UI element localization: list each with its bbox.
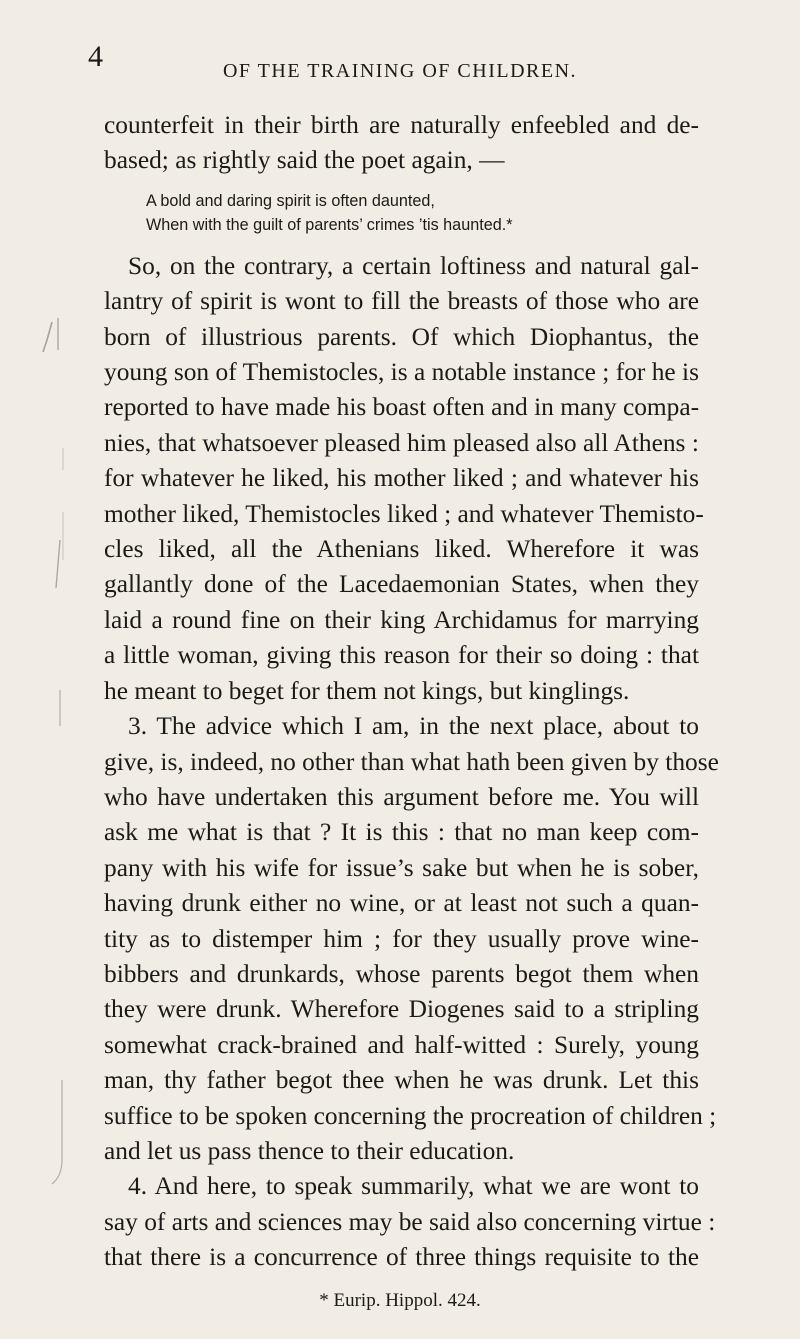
text-line: reported to have made his boast often and in many compa- <box>104 393 700 422</box>
text-line: counterfeit in their birth are naturally enfeebled and de- <box>104 111 699 139</box>
text-line: tity as to distemper him ; for they usually prove wine- <box>104 924 699 953</box>
text-line: a little woman, giving this reason for their so doing : that <box>104 641 699 670</box>
text-line: based; as rightly said the poet again, — <box>104 146 505 175</box>
text-line: say of arts and sciences may be said also concerning virtue : <box>104 1207 716 1236</box>
text-line: So, on the contrary, a certain loftiness and natural gal- <box>128 251 699 280</box>
page-number: 4 <box>88 40 103 73</box>
text-line: cles liked, all the Athenians liked. Wherefore it was <box>104 535 699 564</box>
text-line: suffice to be spoken concerning the procreation of children ; <box>104 1101 717 1130</box>
verse-line: A bold and daring spirit is often daunted, <box>146 191 435 210</box>
verse-line: When with the guilt of parents’ crimes ’tis haunted.* <box>146 215 513 234</box>
text-line: they were drunk. Wherefore Diogenes said to a stripling <box>104 995 699 1024</box>
text-line: mother liked, Themistocles liked ; and whatever Themisto- <box>104 499 704 528</box>
text-line: born of illustrious parents. Of which Diophantus, the <box>104 322 699 351</box>
verse-quotation <box>104 189 699 237</box>
text-line: give, is, indeed, no other than what hath been given by those <box>104 747 719 776</box>
paragraph-4 <box>104 1169 716 1275</box>
text-line: and let us pass thence to their education. <box>104 1136 515 1165</box>
paragraph-3 <box>104 709 719 1169</box>
text-line: he meant to beget for them not kings, but kinglings. <box>104 676 630 705</box>
text-line: that there is a concurrence of three things requisite to the <box>104 1243 699 1272</box>
opening-paragraph <box>104 108 699 179</box>
paragraph-2 <box>104 249 704 709</box>
text-line: laid a round fine on their king Archidamus for marrying <box>104 605 699 634</box>
text-line: ask me what is that ? It is this : that no man keep com- <box>104 818 699 847</box>
text-line: young son of Themistocles, is a notable instance ; for he is <box>104 358 699 387</box>
text-line: bibbers and drunkards, whose parents begot them when <box>104 959 699 988</box>
text-line: having drunk either no wine, or at least not such a quan- <box>104 889 699 918</box>
text-line: 3. The advice which I am, in the next place, about to <box>128 712 699 741</box>
text-line: man, thy father begot thee when he was drunk. Let this <box>104 1066 699 1095</box>
running-head: OF THE TRAINING OF CHILDREN. <box>222 60 578 82</box>
text-line: pany with his wife for issue’s sake but when he is sober, <box>104 853 699 882</box>
page-body <box>104 108 719 1276</box>
text-line: lantry of spirit is wont to fill the breasts of those who are <box>104 287 699 316</box>
text-line: 4. And here, to speak summarily, what we are wont to <box>128 1172 699 1201</box>
footnote: * Eurip. Hippol. 424. <box>319 1290 481 1311</box>
text-line: gallantly done of the Lacedaemonian States, when they <box>104 570 699 599</box>
text-line: somewhat crack-brained and half-witted : Surely, young <box>104 1030 699 1059</box>
text-line: for whatever he liked, his mother liked ; and whatever his <box>104 464 699 493</box>
text-line: nies, that whatsoever pleased him pleased also all Athens : <box>104 428 699 457</box>
text-line: who have undertaken this argument before me. You will <box>104 782 699 811</box>
